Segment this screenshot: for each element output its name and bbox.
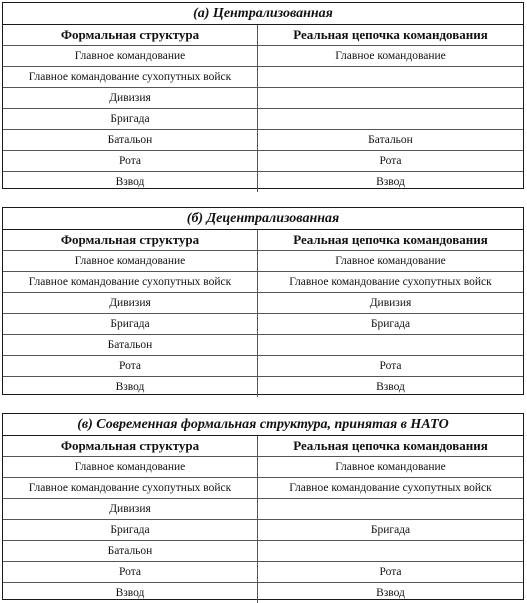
real-cell: Взвод (258, 583, 524, 603)
real-cell: Рота (258, 151, 524, 172)
table-row (3, 478, 523, 499)
formal-cell: Бригада (3, 520, 258, 541)
formal-cell: Взвод (3, 172, 258, 193)
real-cell: Бригада (258, 314, 524, 335)
table-row (3, 377, 523, 398)
real-cell: Батальон (258, 130, 524, 151)
real-cell: Взвод (258, 172, 524, 193)
comparison-table (3, 436, 523, 603)
formal-cell: Главное командование (3, 457, 258, 478)
column-header-formal: Формальная структура (3, 25, 258, 46)
real-cell: Рота (258, 356, 524, 377)
column-header-real: Реальная цепочка командования (258, 230, 524, 251)
table-row (3, 151, 523, 172)
formal-cell: Рота (3, 151, 258, 172)
table-row (3, 499, 523, 520)
table-block-decentralized (2, 207, 524, 395)
formal-cell: Бригада (3, 314, 258, 335)
real-cell: Главное командование сухопутных войск (258, 478, 524, 499)
column-header-real: Реальная цепочка командования (258, 436, 524, 457)
formal-cell: Батальон (3, 541, 258, 562)
real-cell: Главное командование (258, 46, 524, 67)
table-row (3, 562, 523, 583)
table-row (3, 67, 523, 88)
real-cell (258, 109, 524, 130)
table-block-centralized (2, 2, 524, 189)
table-block-nato (2, 413, 524, 600)
table-row (3, 130, 523, 151)
header-row (3, 25, 523, 46)
formal-cell: Дивизия (3, 293, 258, 314)
table-row (3, 109, 523, 130)
block-title: (в) Современная формальная структура, принятая в НАТО (3, 414, 523, 436)
table-row (3, 541, 523, 562)
table-row (3, 251, 523, 272)
formal-cell: Взвод (3, 583, 258, 603)
table-row (3, 520, 523, 541)
real-cell: Дивизия (258, 293, 524, 314)
real-cell: Главное командование (258, 251, 524, 272)
real-cell (258, 335, 524, 356)
table-row (3, 46, 523, 67)
formal-cell: Дивизия (3, 88, 258, 109)
column-header-real: Реальная цепочка командования (258, 25, 524, 46)
table-row (3, 293, 523, 314)
formal-cell: Взвод (3, 377, 258, 398)
real-cell (258, 499, 524, 520)
formal-cell: Главное командование (3, 46, 258, 67)
table-row (3, 272, 523, 293)
table-row (3, 457, 523, 478)
formal-cell: Главное командование сухопутных войск (3, 67, 258, 88)
formal-cell: Батальон (3, 335, 258, 356)
table-row (3, 314, 523, 335)
formal-cell: Дивизия (3, 499, 258, 520)
real-cell: Главное командование сухопутных войск (258, 272, 524, 293)
formal-cell: Главное командование (3, 251, 258, 272)
block-title: (б) Децентрализованная (3, 208, 523, 230)
real-cell: Взвод (258, 377, 524, 398)
header-row (3, 230, 523, 251)
header-row (3, 436, 523, 457)
table-row (3, 335, 523, 356)
table-row (3, 88, 523, 109)
real-cell (258, 67, 524, 88)
comparison-table (3, 230, 523, 397)
real-cell: Бригада (258, 520, 524, 541)
real-cell (258, 541, 524, 562)
formal-cell: Главное командование сухопутных войск (3, 272, 258, 293)
real-cell: Рота (258, 562, 524, 583)
table-row (3, 172, 523, 193)
real-cell: Главное командование (258, 457, 524, 478)
formal-cell: Рота (3, 562, 258, 583)
formal-cell: Бригада (3, 109, 258, 130)
formal-cell: Рота (3, 356, 258, 377)
comparison-table (3, 25, 523, 192)
formal-cell: Батальон (3, 130, 258, 151)
formal-cell: Главное командование сухопутных войск (3, 478, 258, 499)
column-header-formal: Формальная структура (3, 230, 258, 251)
table-row (3, 356, 523, 377)
column-header-formal: Формальная структура (3, 436, 258, 457)
block-title: (а) Централизованная (3, 3, 523, 25)
real-cell (258, 88, 524, 109)
